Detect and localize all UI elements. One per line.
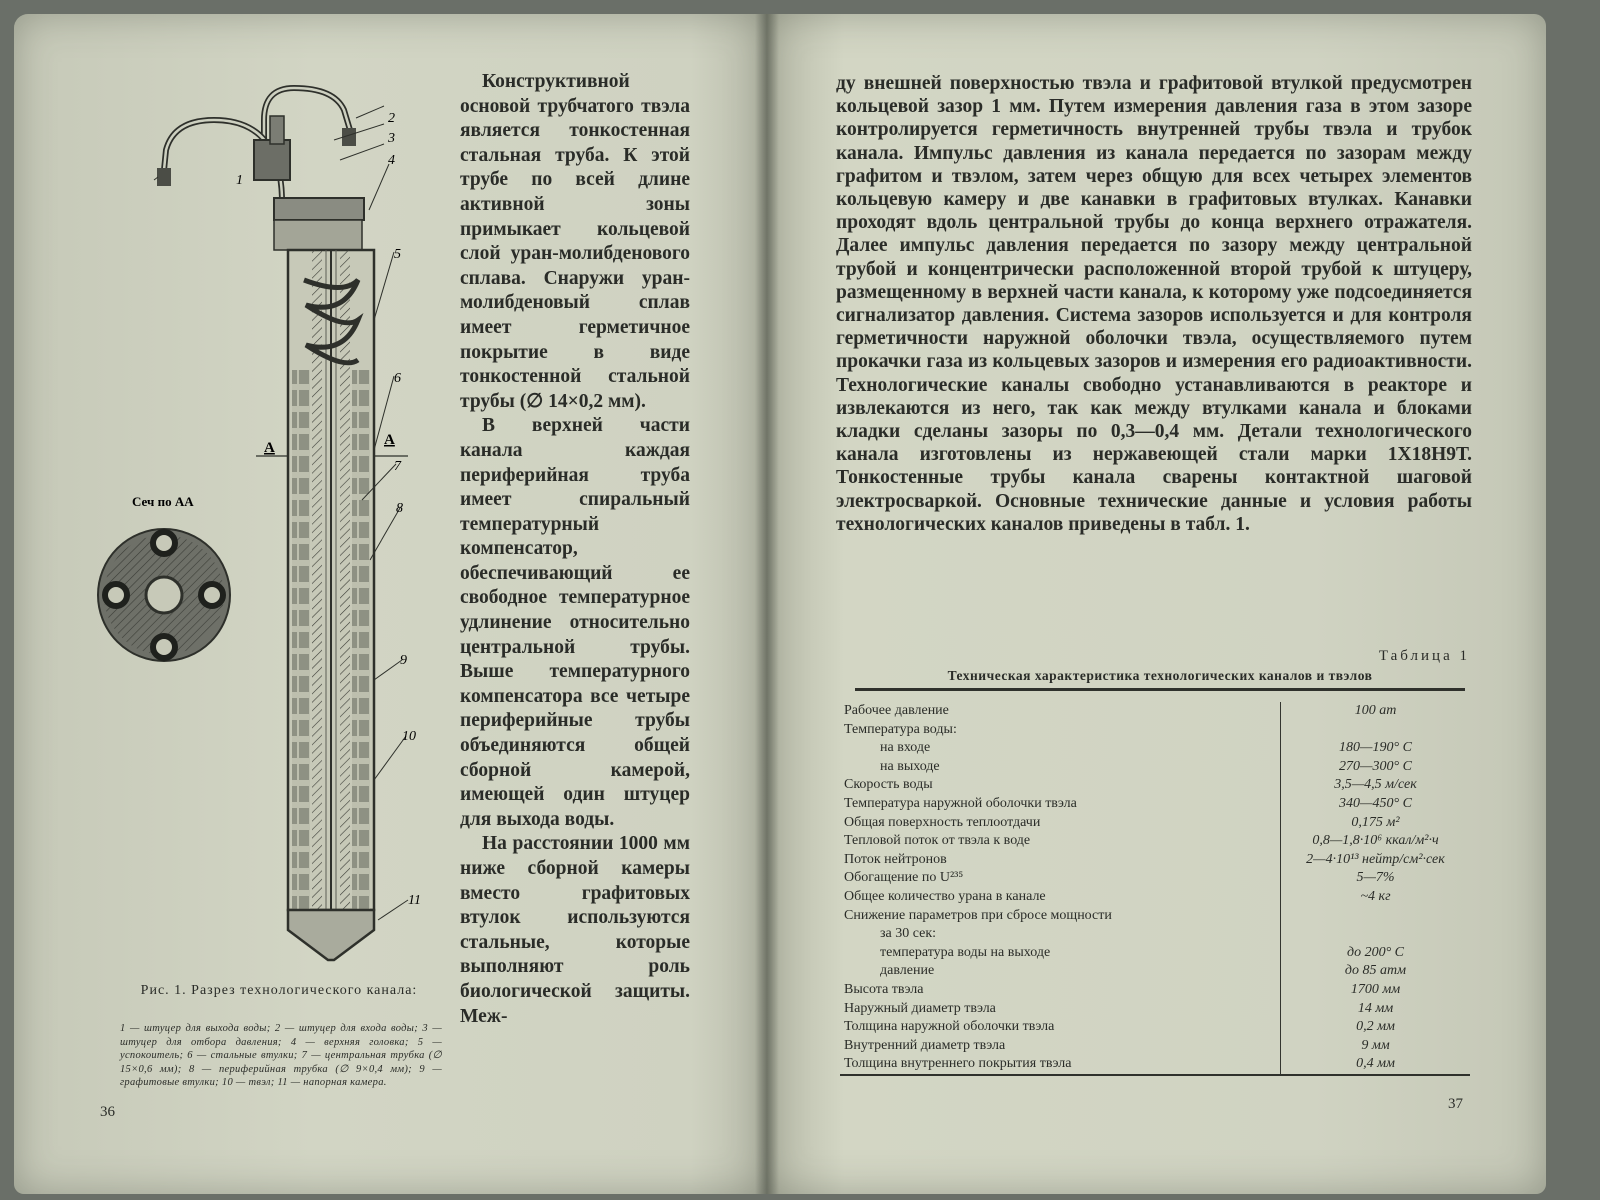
value-cell: 0,2 мм xyxy=(1356,1019,1395,1035)
table-row xyxy=(840,1037,1470,1056)
param-cell: Высота твэла xyxy=(840,981,1281,1000)
param-cell: Поток нейтронов xyxy=(840,851,1281,870)
value-cell: 1700 мм xyxy=(1350,981,1401,997)
section-mark-left: A xyxy=(264,440,275,456)
table-row xyxy=(840,907,1470,926)
value-cell: 9 мм xyxy=(1361,1037,1390,1053)
param-cell: Температура наружной оболочки твэла xyxy=(840,795,1281,814)
section-title: Сеч по АА xyxy=(132,494,194,509)
channel-drawing xyxy=(94,80,454,980)
param-cell: Общее количество урана в канале xyxy=(840,888,1281,907)
param-cell: на входе xyxy=(840,739,1281,758)
param-cell: Обогащение по U²³⁵ xyxy=(840,869,1281,888)
paragraph: На расстоянии 1000 мм ниже сборной камеры вместо графитовых втулок используются стальные, которые выполняют роль биологической защиты. Меж- xyxy=(460,833,690,1027)
label-8: 8 xyxy=(396,501,403,516)
book-gutter xyxy=(755,14,779,1194)
value-cell: до 200° С xyxy=(1346,944,1405,960)
param-cell: давление xyxy=(840,962,1281,981)
table-row xyxy=(840,776,1470,795)
value-cell: 100 ат xyxy=(1354,703,1397,718)
value-cell xyxy=(1281,907,1471,926)
value-cell: 14 мм xyxy=(1357,1000,1394,1016)
table-row xyxy=(840,721,1470,740)
table-row xyxy=(840,739,1470,758)
value-cell: 270—300° С xyxy=(1339,758,1412,774)
paragraph: ду внешней поверхностью твэла и графитовой втулкой предусмотрен кольцевой зазор 1 мм. Путем измерения давления газа в этом зазоре контролируется герметичность внутренней трубы твэла и трубок канала. Импульс давления из канала передается по зазорам между графитом и твэлом, затем через общую для всех четырех элементов кольцевую камеру и две канавки в графитовых втулках. Канавки проходят вдоль центральной трубы до конца верхнего отражателя. Далее импульс давления передается по зазору между центральной трубой и концентрически расположенной второй трубой к штуцеру, размещенному в верхней части канала, к которому уже подсоединяется сигнализатор давления. Система зазоров используется и для контроля герметичности наружной оболочки твэла, осуществляемого путем прокачки газа из кольцевых зазоров и измерения его радиоактивности. Технологические каналы свободно устанавливаются в реакторе и извлекаются из него, так как между втулками канала и блоками кладки сделаны зазоры по 0,3—0,4 мм. Детали технологического канала изготовлены из нержавеющей стали марки 1Х18Н9Т. Тонкостенные трубы канала сварены контактной шаговой электросваркой. Основные технические данные и условия работы технологических каналов приведены в табл. 1. xyxy=(836,73,1472,535)
spec-table xyxy=(840,702,1470,1076)
param-cell: температура воды на выходе xyxy=(840,944,1281,963)
label-7: 7 xyxy=(394,459,401,474)
label-10: 10 xyxy=(402,729,416,744)
label-6: 6 xyxy=(394,371,401,386)
table-row xyxy=(840,962,1470,981)
left-text-column xyxy=(460,70,690,1029)
param-cell: Общая поверхность теплоотдачи xyxy=(840,814,1281,833)
param-cell: на выходе xyxy=(840,758,1281,777)
value-cell xyxy=(1281,925,1471,944)
table-row xyxy=(840,1000,1470,1019)
paragraph: В верхней части канала каждая периферийная труба имеет спиральный температурный компенсатор, обеспечивающий ее свободное температурное удлинение относительно центральной трубы. Выше температурного компенсатора все четыре периферийные трубы объединяются общей сборной камерой, имеющей один штуцер для выхода воды. xyxy=(460,415,690,830)
figure-legend: 1 — штуцер для выхода воды; 2 — штуцер для входа воды; 3 — штуцер для отбора давления; 4 — верхняя головка; 5 — успокоитель; 6 — стальные втулки; 7 — центральная трубка (∅ 15×0,6 мм); 8 — периферийная трубка (∅ 9×0,4 мм); 9 — графитовые втулки; 10 — твэл; 11 — напорная камера. xyxy=(120,1023,442,1088)
label-2: 2 xyxy=(388,111,395,126)
value-cell: 5—7% xyxy=(1356,870,1395,886)
param-cell: Скорость воды xyxy=(840,776,1281,795)
param-cell: Температура воды: xyxy=(840,721,1281,740)
param-cell: Толщина наружной оболочки твэла xyxy=(840,1018,1281,1037)
section-mark-right: A xyxy=(384,432,395,448)
table-title: Техническая характеристика технологических каналов и твэлов xyxy=(855,668,1465,691)
table-row xyxy=(840,1055,1470,1075)
table-row xyxy=(840,758,1470,777)
page-number-right: 37 xyxy=(1448,1096,1463,1112)
table-label: Таблица 1 xyxy=(1378,648,1470,664)
table-row xyxy=(840,1018,1470,1037)
figure-caption: Рис. 1. Разрез технологического канала: xyxy=(140,983,418,998)
param-cell: Наружный диаметр твэла xyxy=(840,1000,1281,1019)
label-4: 4 xyxy=(388,153,395,168)
table-row xyxy=(840,925,1470,944)
value-cell: до 85 атм xyxy=(1344,963,1407,979)
page-number-left: 36 xyxy=(100,1104,115,1120)
table-row xyxy=(840,944,1470,963)
right-text-column xyxy=(836,72,1472,536)
paragraph: Конструктивной основой трубчатого твэла является тонкостенная стальная труба. К этой трубе по всей длине активной зоны примыкает кольцевой слой уран-молибденового сплава. Снаружи уран-молибденовый сплав имеет герметичное покрытие в виде тонкостенной стальной трубы (∅ 14×0,2 мм). xyxy=(460,71,690,412)
param-cell: за 30 сек: xyxy=(840,925,1281,944)
table-row xyxy=(840,869,1470,888)
label-9: 9 xyxy=(400,653,407,668)
label-1: 1 xyxy=(236,173,243,188)
table-row xyxy=(840,814,1470,833)
value-cell: 180—190° С xyxy=(1339,740,1412,756)
param-cell: Внутренний диаметр твэла xyxy=(840,1037,1281,1056)
param-cell: Толщина внутреннего покрытия твэла xyxy=(840,1055,1281,1075)
value-cell: 0,8—1,8·10⁶ ккал/м²·ч xyxy=(1312,833,1439,849)
param-cell: Снижение параметров при сбросе мощности xyxy=(840,907,1281,926)
table-row xyxy=(840,888,1470,907)
table-row xyxy=(840,851,1470,870)
value-cell: 340—450° С xyxy=(1339,795,1412,811)
label-5: 5 xyxy=(394,247,401,262)
value-cell: 0,175 м² xyxy=(1351,814,1400,830)
table-row xyxy=(840,981,1470,1000)
param-cell: Рабочее давление xyxy=(840,702,1281,721)
table-row xyxy=(840,795,1470,814)
value-cell xyxy=(1281,721,1471,740)
label-11: 11 xyxy=(408,893,421,908)
param-cell: Тепловой поток от твэла к воде xyxy=(840,832,1281,851)
label-3: 3 xyxy=(388,131,395,146)
table-row xyxy=(840,832,1470,851)
value-cell: 0,4 мм xyxy=(1281,1055,1471,1075)
value-cell: 2—4·10¹³ нейтр/см²·сек xyxy=(1306,851,1445,867)
value-cell: 3,5—4,5 м/сек xyxy=(1334,777,1417,793)
table-row xyxy=(840,702,1470,721)
value-cell: ~4 кг xyxy=(1360,888,1391,904)
